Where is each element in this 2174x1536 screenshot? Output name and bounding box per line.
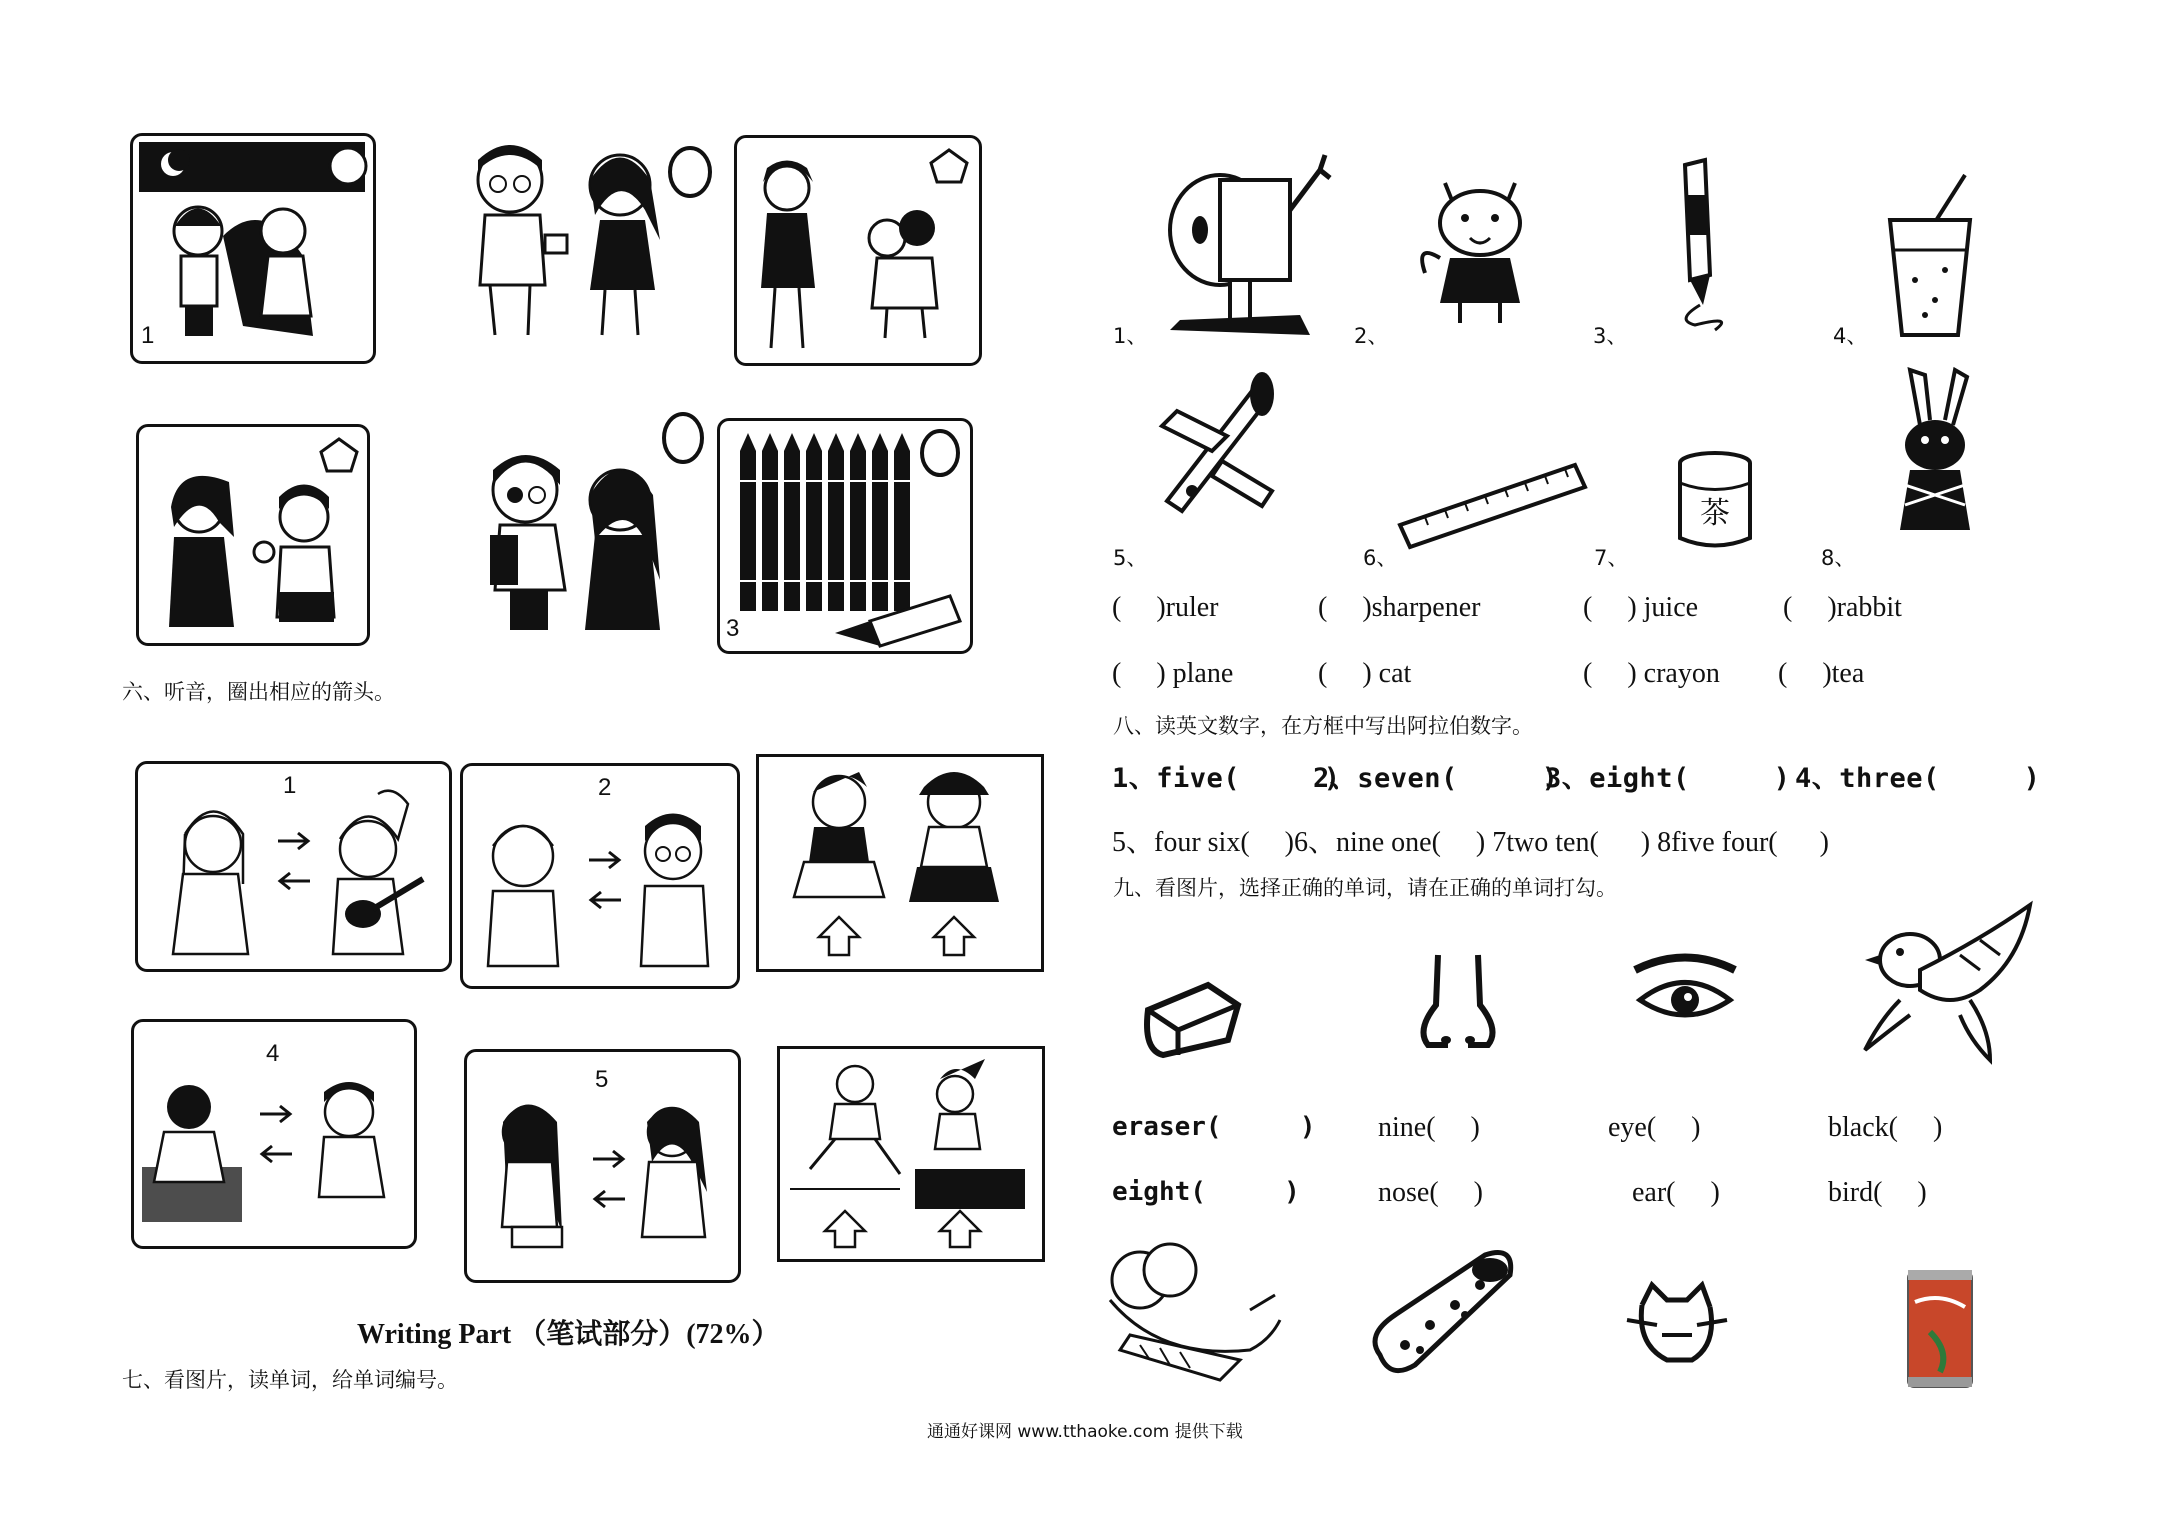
word-tea[interactable]: ( )tea [1778,658,1865,689]
word-rabbit[interactable]: ( )rabbit [1783,592,1902,623]
exchange-gift-illustration [450,140,730,340]
panel-number: 1 [141,322,155,349]
section8-row2[interactable]: 5、four six( )6、nine one( ) 7two ten( ) 8five four( ) [1112,827,1829,858]
tea-cup-illustration [1670,448,1760,558]
panel-number: 4 [266,1040,280,1067]
picture-number: 5、 [1113,546,1148,570]
section8-heading: 八、读英文数字，在方框中写出阿拉伯数字。 [1113,714,1533,738]
choice-ear[interactable]: ear( ) [1632,1177,1720,1208]
sharpener-illustration [1160,150,1340,340]
ruler-illustration [1395,455,1595,555]
panel-number: 3 [726,615,740,642]
picture-panel-mother-child [734,135,982,366]
word-ruler[interactable]: ( )ruler [1112,592,1219,623]
section7-heading: 七、看图片，读单词，给单词编号。 [122,1368,458,1392]
mother-child-illustration [737,138,979,363]
choice-nine[interactable]: nine( ) [1378,1112,1480,1143]
circle-shape-icon [670,148,710,196]
word-cat[interactable]: ( ) cat [1318,658,1412,689]
panel-number: 1 [283,772,297,799]
number-item-4[interactable]: 4、three( ) [1795,763,2041,794]
cucumber-illustration [1365,1245,1525,1385]
night-scene-illustration [133,136,373,361]
pentagon-shape-icon [931,150,967,182]
cat-face-illustration [1622,1275,1732,1375]
pentagon-shape-icon [321,439,357,471]
writing-part-title: Writing Part （笔试部分）(72%） [357,1319,780,1350]
number-item-2[interactable]: 2、seven( ) [1313,763,1559,794]
circle-shape-icon [330,148,366,184]
choice-eraser[interactable]: eraser( ) [1112,1112,1316,1142]
word-sharpener[interactable]: ( )sharpener [1318,592,1481,623]
arrow-panel-1 [135,761,452,972]
picture-panel-crayons [717,418,973,654]
choice-black[interactable]: black( ) [1828,1112,1943,1143]
arrow-panel-up-2 [777,1046,1045,1262]
bird-illustration [1860,900,2040,1070]
arrow-panel-5 [464,1049,741,1283]
cat-illustration [1415,163,1545,333]
arrow-up-icon [940,1211,980,1247]
arrow-panel-4 [131,1019,417,1249]
word-plane[interactable]: ( ) plane [1112,658,1234,689]
footer-credit: 通通好课网 www.tthaoke.com 提供下载 [927,1422,1243,1442]
svg-text:茶: 茶 [1700,496,1730,531]
soda-can-illustration [1900,1262,1980,1392]
eye-illustration [1630,955,1740,1035]
choice-eight[interactable]: eight( ) [1112,1177,1300,1207]
panel-number: 2 [598,774,612,801]
picture-number: 7、 [1594,546,1629,570]
choice-eye[interactable]: eye( ) [1608,1112,1701,1143]
picture-number: 3、 [1593,324,1628,348]
number-item-3[interactable]: 3、eight( ) [1545,763,1791,794]
panel-number: 5 [595,1066,609,1093]
arrow-panel-2 [460,763,740,989]
word-crayon[interactable]: ( ) crayon [1583,658,1720,689]
juice-glass-illustration [1880,170,1990,350]
picture-number: 4、 [1833,324,1868,348]
choice-bird[interactable]: bird( ) [1828,1177,1927,1208]
nose-illustration [1408,950,1508,1070]
picture-panel-night [130,133,376,364]
circle-shape-icon [658,410,708,470]
section9-heading: 九、看图片，选择正确的单词，请在正确的单词打勾。 [1113,876,1617,900]
mouse-illustration [1090,1240,1290,1390]
arrow-panel-up-1 [756,754,1044,972]
crayon-illustration [1655,155,1745,335]
picture-number: 8、 [1821,546,1856,570]
number-item-1[interactable]: 1、five( ) [1112,763,1341,794]
crayons-illustration [720,421,970,651]
plane-illustration [1152,366,1282,516]
picture-number: 6、 [1363,546,1398,570]
picture-number: 2、 [1354,324,1389,348]
arrow-up-icon [819,917,859,955]
rabbit-illustration [1885,365,1985,545]
section6-heading: 六、听音，圈出相应的箭头。 [122,680,395,704]
eraser-illustration [1138,970,1248,1060]
toy-exchange-illustration [139,427,367,643]
arrow-up-icon [825,1211,865,1247]
circle-shape-icon [922,431,958,475]
picture-number: 1、 [1113,324,1148,348]
choice-nose[interactable]: nose( ) [1378,1177,1483,1208]
girls-dancing-illustration [759,757,1041,969]
children-jumping-illustration [780,1049,1042,1259]
picture-panel-toy [136,424,370,646]
word-juice[interactable]: ( ) juice [1583,592,1699,623]
arrow-up-icon [934,917,974,955]
